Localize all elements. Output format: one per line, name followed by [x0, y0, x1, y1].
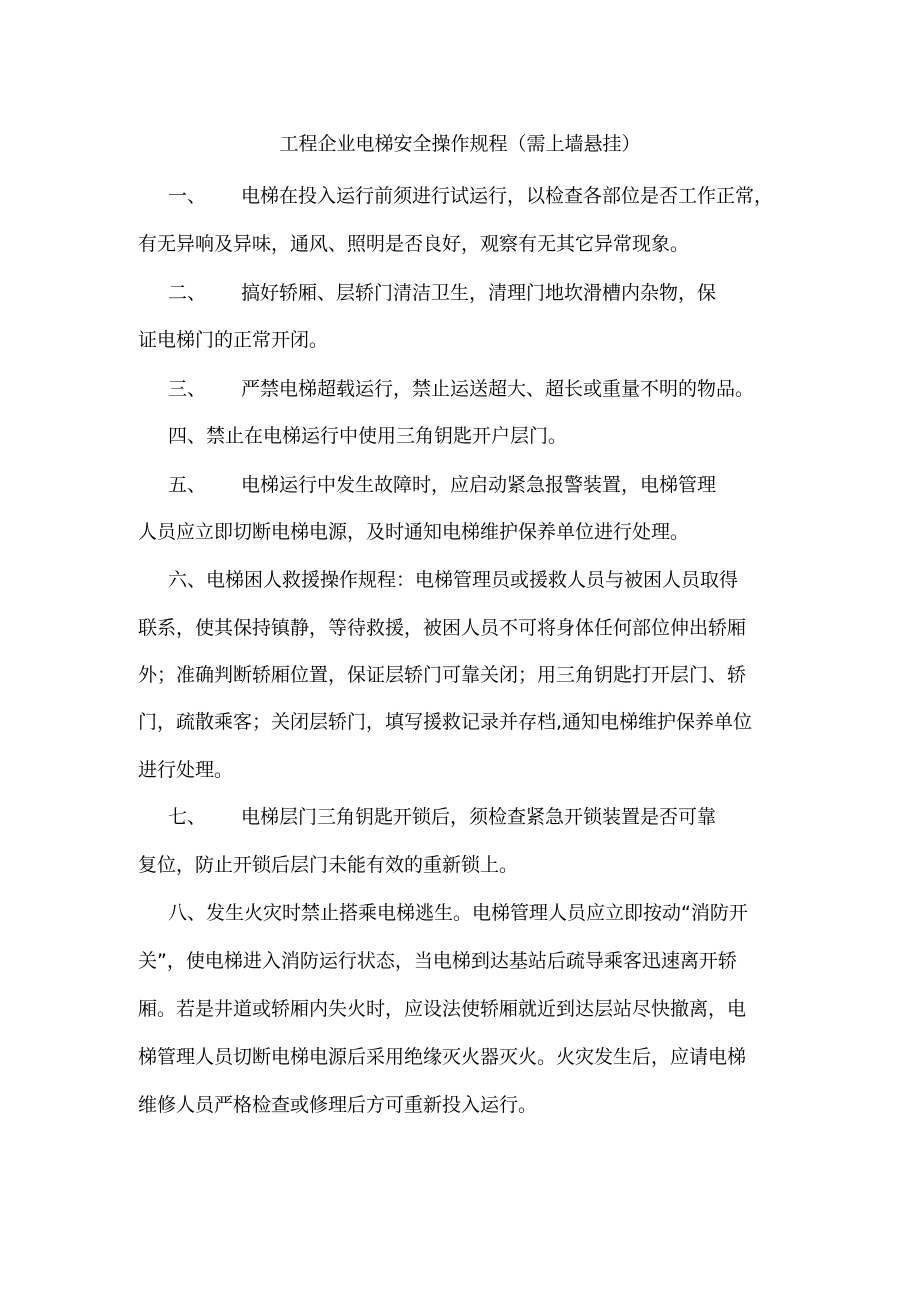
section-5-line-2: 人员应立即切断电梯电源，及时通知电梯维护保养单位进行处理。 [138, 521, 690, 543]
section-8-line-1: 八、发生火灾时禁止搭乘电梯逃生。电梯管理人员应立即按动“消防开 [168, 902, 748, 924]
section-5-line-1: 电梯运行中发生故障时，应启动紧急报警装置，电梯管理 [241, 474, 717, 496]
section-6-line-1: 六、电梯困人救援操作规程：电梯管理员或援救人员与被困人员取得 [168, 569, 739, 591]
section-5-number: 五、 [168, 474, 207, 496]
section-6-line-3: 外；准确判断轿厢位置，保证层轿门可靠关闭；用三角钥匙打开层门、轿 [138, 664, 747, 686]
section-2-number: 二、 [168, 282, 207, 304]
section-6-line-4: 门，疏散乘客；关闭层轿门，填写援救记录并存档,通知电梯维护保养单位 [138, 711, 753, 733]
section-6-line-5: 进行处理。 [138, 759, 234, 781]
section-2-line-2: 证电梯门的正常开闭。 [138, 329, 329, 351]
section-8-line-4: 梯管理人员切断电梯电源后采用绝缘灭火器灭火。火灾发生后，应请电梯 [138, 1046, 747, 1068]
section-8-line-2: 关”，使电梯进入消防运行状态，当电梯到达基站后疏导乘客迅速离开轿 [138, 950, 737, 972]
section-1-line-2: 有无异响及异味，通风、照明是否良好，观察有无其它异常现象。 [138, 233, 690, 255]
section-1-number: 一、 [168, 185, 207, 207]
section-8-line-3: 厢。若是井道或轿厢内失火时，应设法使轿厢就近到达层站尽快撤离，电 [138, 998, 747, 1020]
section-7-number: 七、 [168, 806, 207, 828]
section-6-line-2: 联系，使其保持镇静，等待救援，被困人员不可将身体任何部位伸出轿厢 [138, 617, 747, 639]
section-4-line-1: 四、禁止在电梯运行中使用三角钥匙开户层门。 [168, 425, 568, 447]
section-1-line-1: 电梯在投入运行前须进行试运行，以检查各部位是否工作正常， [241, 185, 774, 207]
document-title: 工程企业电梯安全操作规程（需上墙悬挂） [279, 133, 641, 155]
section-3-line-1: 严禁电梯超载运行，禁止运送超大、超长或重量不明的物品。 [241, 378, 755, 400]
section-3-number: 三、 [168, 378, 207, 400]
section-8-line-5: 维修人员严格检查或修理后方可重新投入运行。 [138, 1094, 538, 1116]
section-2-line-1: 搞好轿厢、层轿门清洁卫生，清理门地坎滑槽内杂物，保 [241, 282, 717, 304]
section-7-line-1: 电梯层门三角钥匙开锁后，须检查紧急开锁装置是否可靠 [241, 806, 717, 828]
section-7-line-2: 复位，防止开锁后层门未能有效的重新锁上。 [138, 854, 519, 876]
